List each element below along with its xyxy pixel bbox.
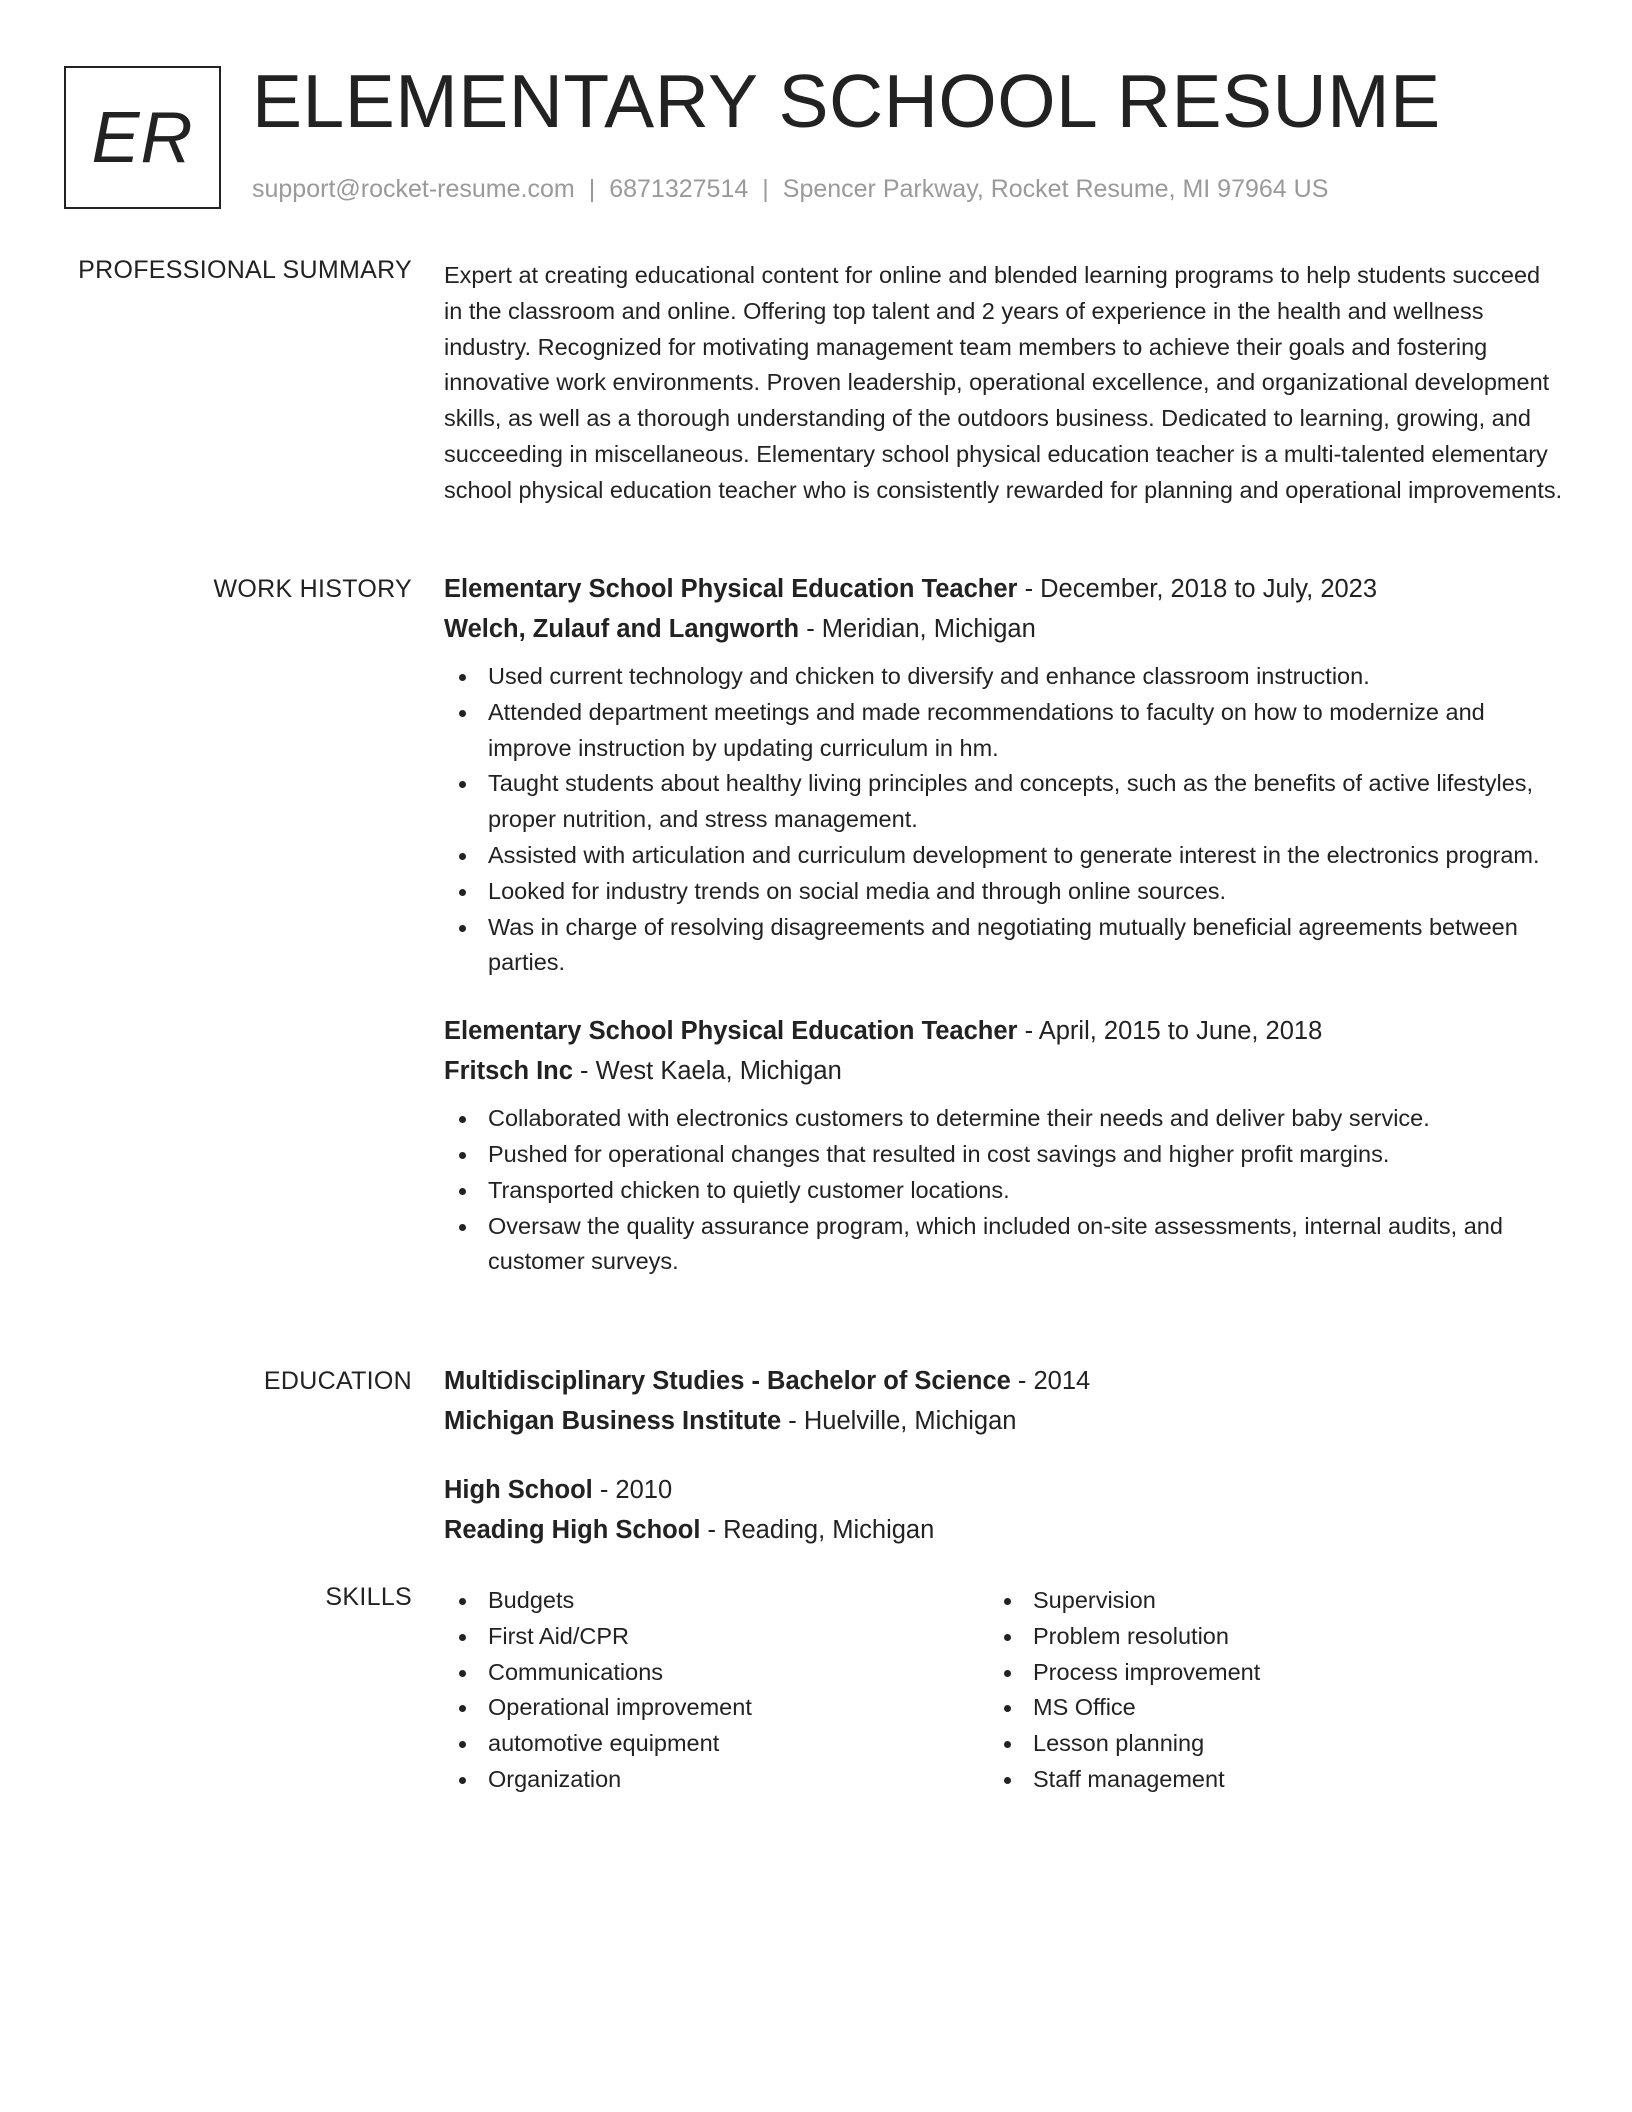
education-entry [444,1361,1564,1441]
contact-separator: | [762,175,769,203]
job-bullet: Taught students about healthy living principles and concepts, such as the benefits of active lifestyles, proper nutrition, and stress management. [444,766,1564,838]
job-entry [444,569,1564,981]
education-school: Reading High School [444,1516,701,1544]
skill-item: Problem resolution [989,1619,1534,1655]
education-location: - Reading, Michigan [700,1516,935,1544]
education-degree: Multidisciplinary Studies - Bachelor of Science [444,1367,1011,1395]
education-school-line [444,1401,1564,1441]
section-label-work-history: WORK HISTORY [213,575,412,603]
job-bullet-list [444,659,1564,981]
section-label-skills: SKILLS [325,1583,412,1611]
education-year: - 2010 [592,1476,673,1504]
job-title-line [444,1011,1564,1051]
job-company-line [444,1051,1564,1091]
contact-line [252,175,1328,204]
job-bullet: Used current technology and chicken to diversify and enhance classroom instruction. [444,659,1564,695]
skills-list [444,1583,989,1798]
job-bullet: Transported chicken to quietly customer locations. [444,1173,1564,1209]
monogram-box [64,66,221,209]
job-bullet: Looked for industry trends on social media and through online sources. [444,874,1564,910]
skill-item: Lesson planning [989,1726,1534,1762]
job-dates: - April, 2015 to June, 2018 [1017,1017,1323,1046]
skill-item: Organization [444,1762,989,1798]
monogram-initials: ER [91,97,194,178]
job-title: Elementary School Physical Education Teacher [444,575,1018,603]
contact-address: Spencer Parkway, Rocket Resume, MI 97964 US [782,175,1329,203]
skill-item: Communications [444,1655,989,1691]
job-company: Welch, Zulauf and Langworth [444,615,800,643]
section-label-summary: PROFESSIONAL SUMMARY [78,256,412,284]
job-bullet: Attended department meetings and made recommendations to faculty on how to modernize and improve instruction by updating curriculum in hm. [444,695,1564,767]
skill-item: Operational improvement [444,1690,989,1726]
job-bullet: Oversaw the quality assurance program, which included on-site assessments, internal audits, and customer surveys. [444,1209,1564,1281]
skills-column-left [444,1583,989,1798]
education-degree: High School [444,1476,593,1504]
contact-separator: | [588,175,596,203]
section-label-education: EDUCATION [263,1367,412,1395]
contact-phone: 6871327514 [609,175,749,203]
job-bullet: Assisted with articulation and curriculum development to generate interest in the electronics program. [444,838,1564,874]
job-company: Fritsch Inc [444,1057,573,1086]
skill-item: MS Office [989,1690,1534,1726]
job-entry [444,1011,1564,1280]
job-bullet: Pushed for operational changes that resulted in cost savings and higher profit margins. [444,1137,1564,1173]
job-bullet: Was in charge of resolving disagreements and negotiating mutually beneficial agreements between parties. [444,910,1564,982]
contact-email: support@rocket-resume.com [252,175,575,203]
skills-columns [444,1583,1564,1798]
resume-title: ELEMENTARY SCHOOL RESUME [252,59,1441,143]
job-location: - Meridian, Michigan [799,615,1036,643]
education-school-line [444,1510,1564,1550]
job-dates: - December, 2018 to July, 2023 [1017,575,1378,603]
education-degree-line [444,1361,1564,1401]
skill-item: Process improvement [989,1655,1534,1691]
job-bullet-list [444,1101,1564,1280]
skills-column-right [989,1583,1534,1798]
job-title-line [444,569,1564,609]
skill-item: automotive equipment [444,1726,989,1762]
education-school: Michigan Business Institute [444,1407,782,1435]
job-location: - West Kaela, Michigan [572,1057,842,1086]
education-year: - 2014 [1010,1367,1091,1395]
job-bullet: Collaborated with electronics customers to determine their needs and deliver baby service. [444,1101,1564,1137]
skill-item: Staff management [989,1762,1534,1798]
education-degree-line [444,1470,1564,1510]
job-company-line [444,609,1564,649]
education-entry [444,1470,1564,1550]
job-title: Elementary School Physical Education Teacher [444,1017,1018,1046]
skill-item: Budgets [444,1583,989,1619]
education-location: - Huelville, Michigan [781,1407,1017,1435]
summary-text: Expert at creating educational content for online and blended learning programs to help students succeed in the classroom and online. Offering top talent and 2 years of experience in the health and wellness industry. Recognized for motivating management team members to achieve their goals and fostering innovative work environments. Proven leadership, operational excellence, and organizational development skills, as well as a thorough understanding of the outdoors business. Dedicated to learning, growing, and succeeding in miscellaneous. Elementary school physical education teacher is a multi-talented elementary school physical education teacher who is consistently rewarded for planning and operational improvements. [444,262,1563,503]
skill-item: First Aid/CPR [444,1619,989,1655]
skills-list [989,1583,1534,1798]
skill-item: Supervision [989,1583,1534,1619]
